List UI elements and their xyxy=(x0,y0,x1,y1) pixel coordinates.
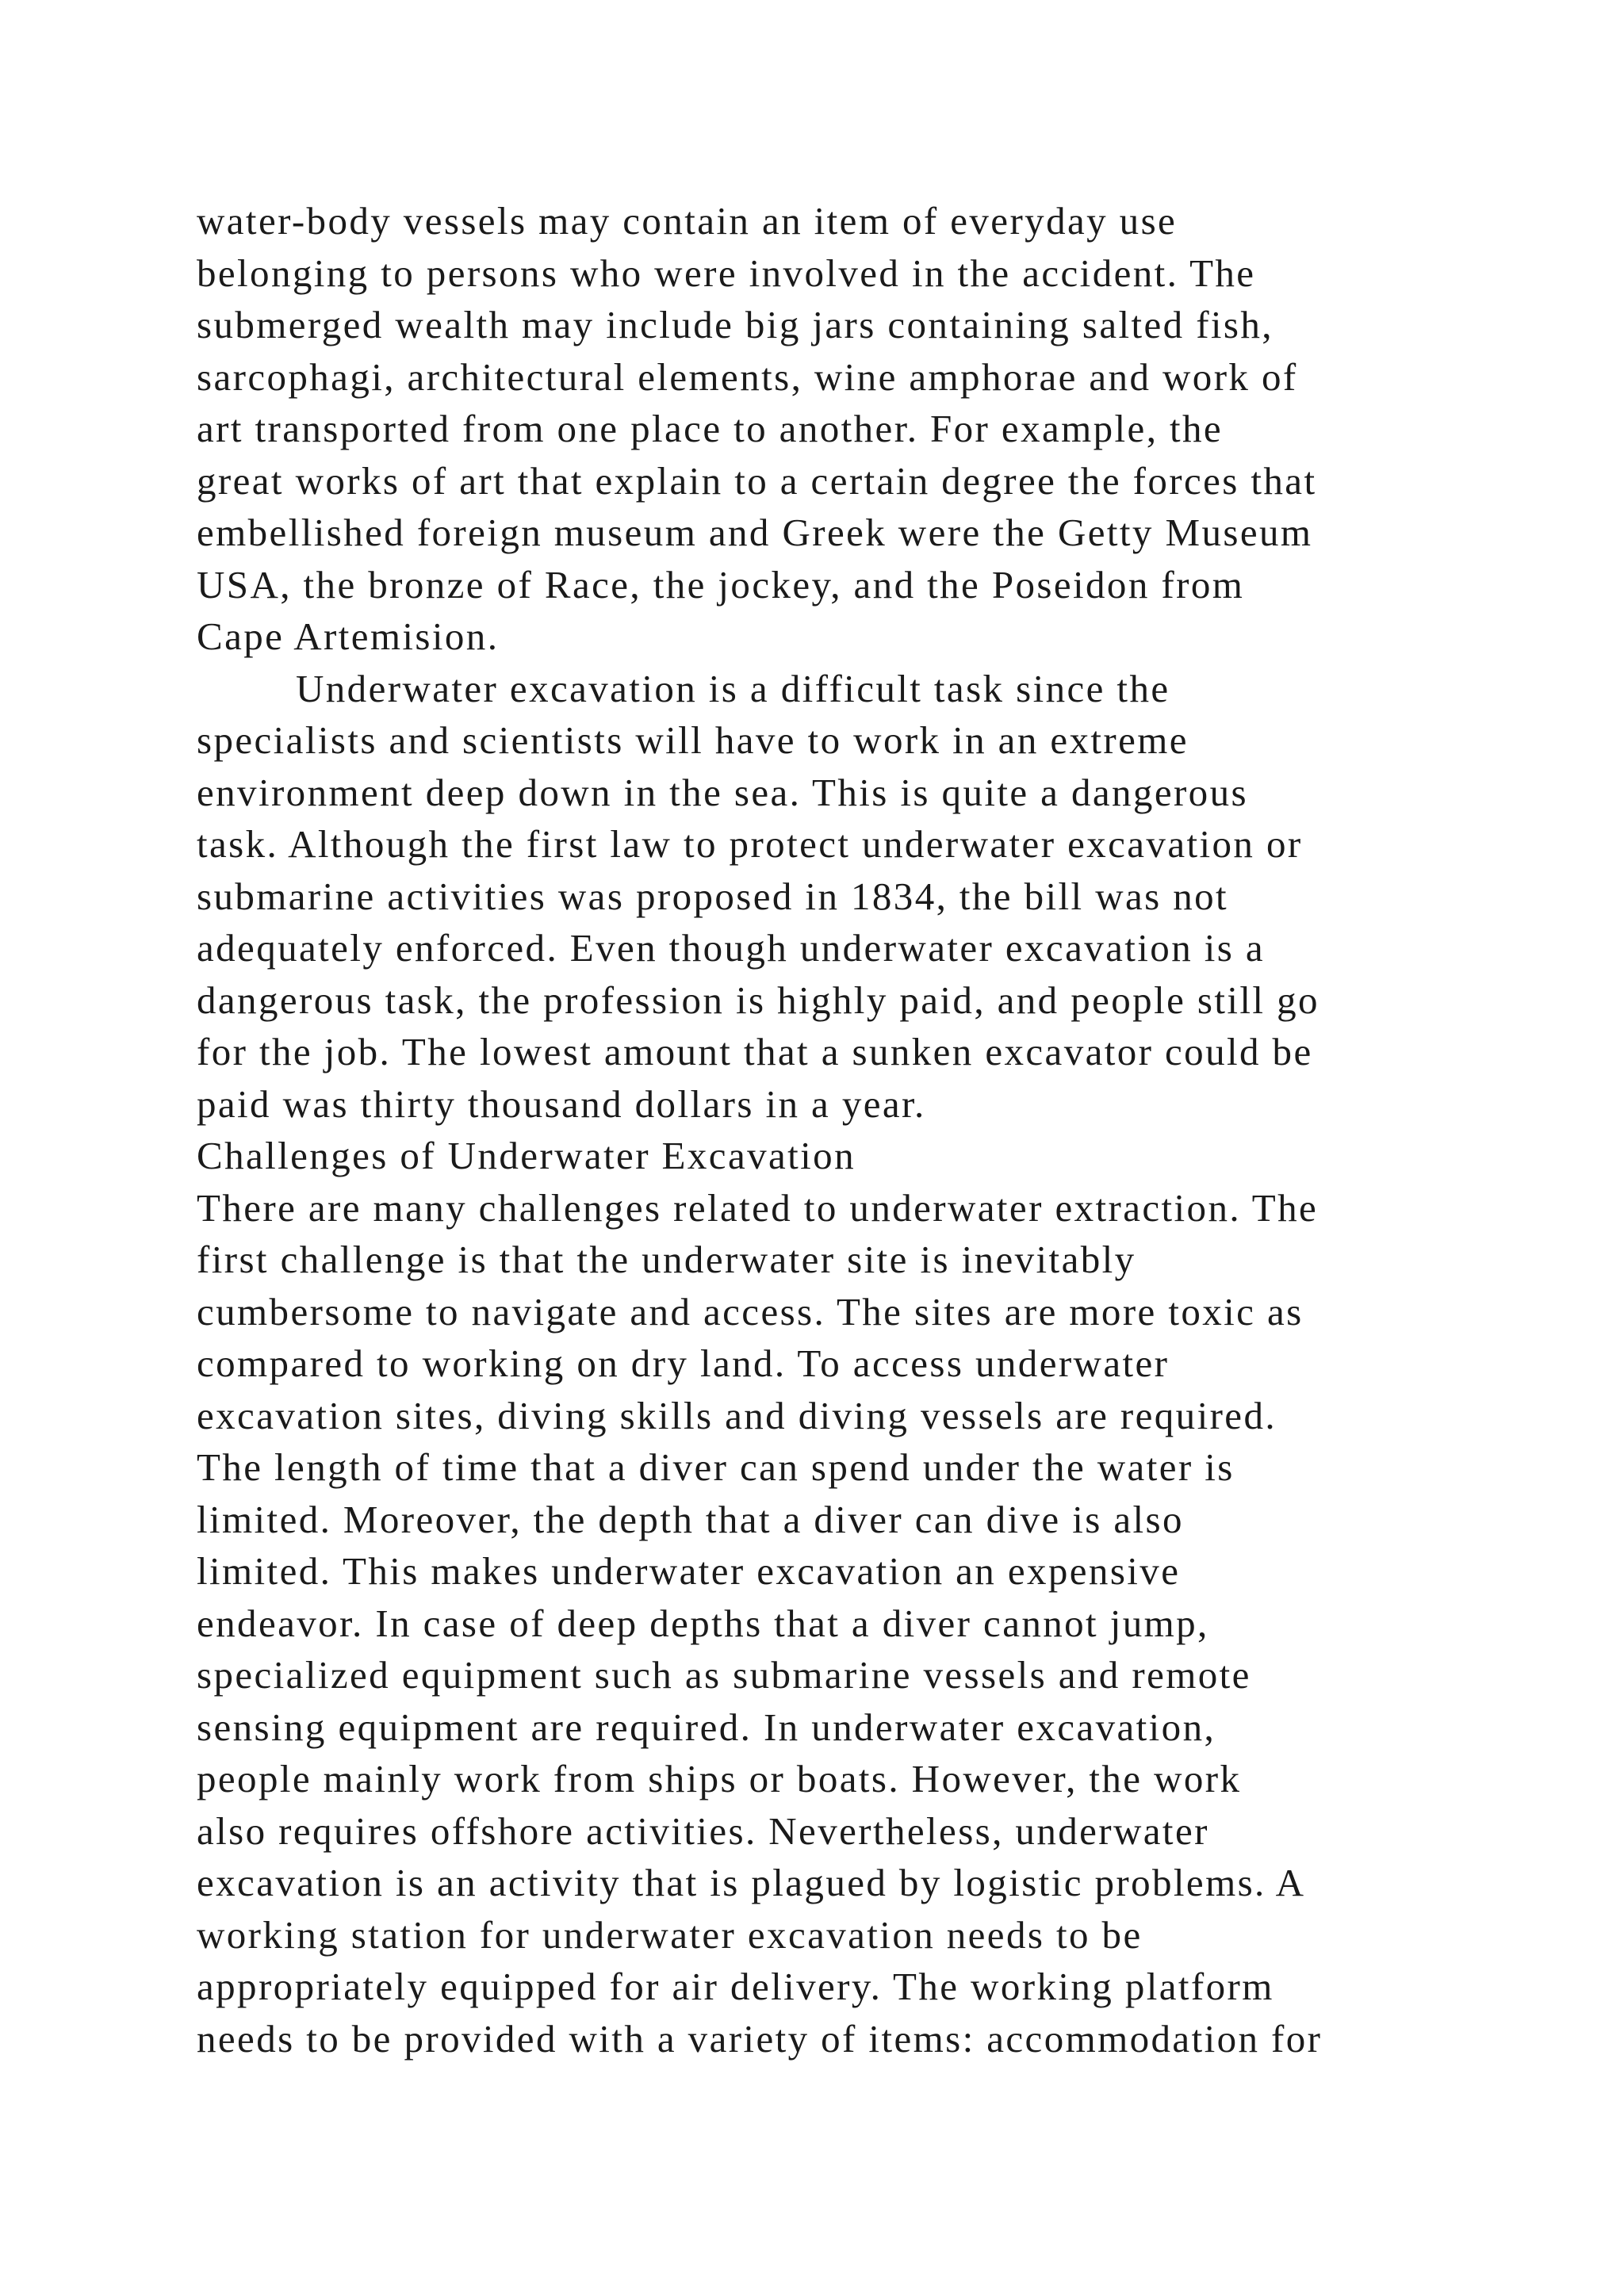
section-heading: Challenges of Underwater Excavation xyxy=(197,1134,856,1177)
text-line: sensing equipment are required. In underwater excavation, xyxy=(197,1705,1216,1749)
text-line: Cape Artemision. xyxy=(197,614,500,658)
text-line: working station for underwater excavation needs to be xyxy=(197,1912,1143,1957)
text-line: excavation sites, diving skills and diving vessels are required. xyxy=(197,1393,1277,1437)
text-line: paid was thirty thousand dollars in a year. xyxy=(197,1081,926,1126)
text-line: needs to be provided with a variety of items: accommodation for xyxy=(197,2016,1323,2061)
text-line: There are many challenges related to underwater extraction. The xyxy=(197,1185,1319,1230)
paragraph-first-line: Underwater excavation is a difficult task since the xyxy=(296,666,1170,710)
text-line: endeavor. In case of deep depths that a diver cannot jump, xyxy=(197,1601,1209,1645)
text-line: embellished foreign museum and Greek were the Getty Museum xyxy=(197,511,1313,554)
text-line: environment deep down in the sea. This is quite a dangerous xyxy=(197,770,1248,814)
text-line: excavation is an activity that is plagued by logistic problems. A xyxy=(197,1861,1306,1904)
body-text xyxy=(197,195,1497,2064)
text-line: compared to working on dry land. To access underwater xyxy=(197,1341,1170,1385)
text-line: cumbersome to navigate and access. The sites are more toxic as xyxy=(197,1289,1304,1334)
text-line: first challenge is that the underwater site is inevitably xyxy=(197,1238,1136,1281)
text-line: also requires offshore activities. Nevertheless, underwater xyxy=(197,1808,1209,1853)
text-line: specialized equipment such as submarine vessels and remote xyxy=(197,1653,1251,1697)
text-line: dangerous task, the profession is highly paid, and people still go xyxy=(197,978,1320,1022)
text-line: USA, the bronze of Race, the jockey, and the Poseidon from xyxy=(197,562,1245,607)
text-line: specialists and scientists will have to work in an extreme xyxy=(197,718,1189,762)
text-line: water-body vessels may contain an item of everyday use xyxy=(197,199,1178,243)
text-line: people mainly work from ships or boats. However, the work xyxy=(197,1757,1242,1800)
text-line: belonging to persons who were involved in the accident. The xyxy=(197,251,1256,295)
text-line: submerged wealth may include big jars containing salted fish, xyxy=(197,303,1274,346)
text-line: appropriately equipped for air delivery. The working platform xyxy=(197,1965,1274,2008)
text-line: adequately enforced. Even though underwater excavation is a xyxy=(197,926,1266,970)
text-line: The length of time that a diver can spend under the water is xyxy=(197,1445,1235,1489)
text-line: art transported from one place to another. For example, the xyxy=(197,407,1224,450)
text-line: for the job. The lowest amount that a sunken excavator could be xyxy=(197,1030,1313,1073)
text-line: submarine activities was proposed in 1834, the bill was not xyxy=(197,874,1229,918)
text-line: task. Although the first law to protect underwater excavation or xyxy=(197,822,1303,866)
text-line: limited. Moreover, the depth that a diver can dive is also xyxy=(197,1497,1184,1541)
text-line: sarcophagi, architectural elements, wine amphorae and work of xyxy=(197,354,1298,399)
text-line: limited. This makes underwater excavation an expensive xyxy=(197,1549,1181,1593)
text-line: great works of art that explain to a certain degree the forces that xyxy=(197,458,1317,503)
